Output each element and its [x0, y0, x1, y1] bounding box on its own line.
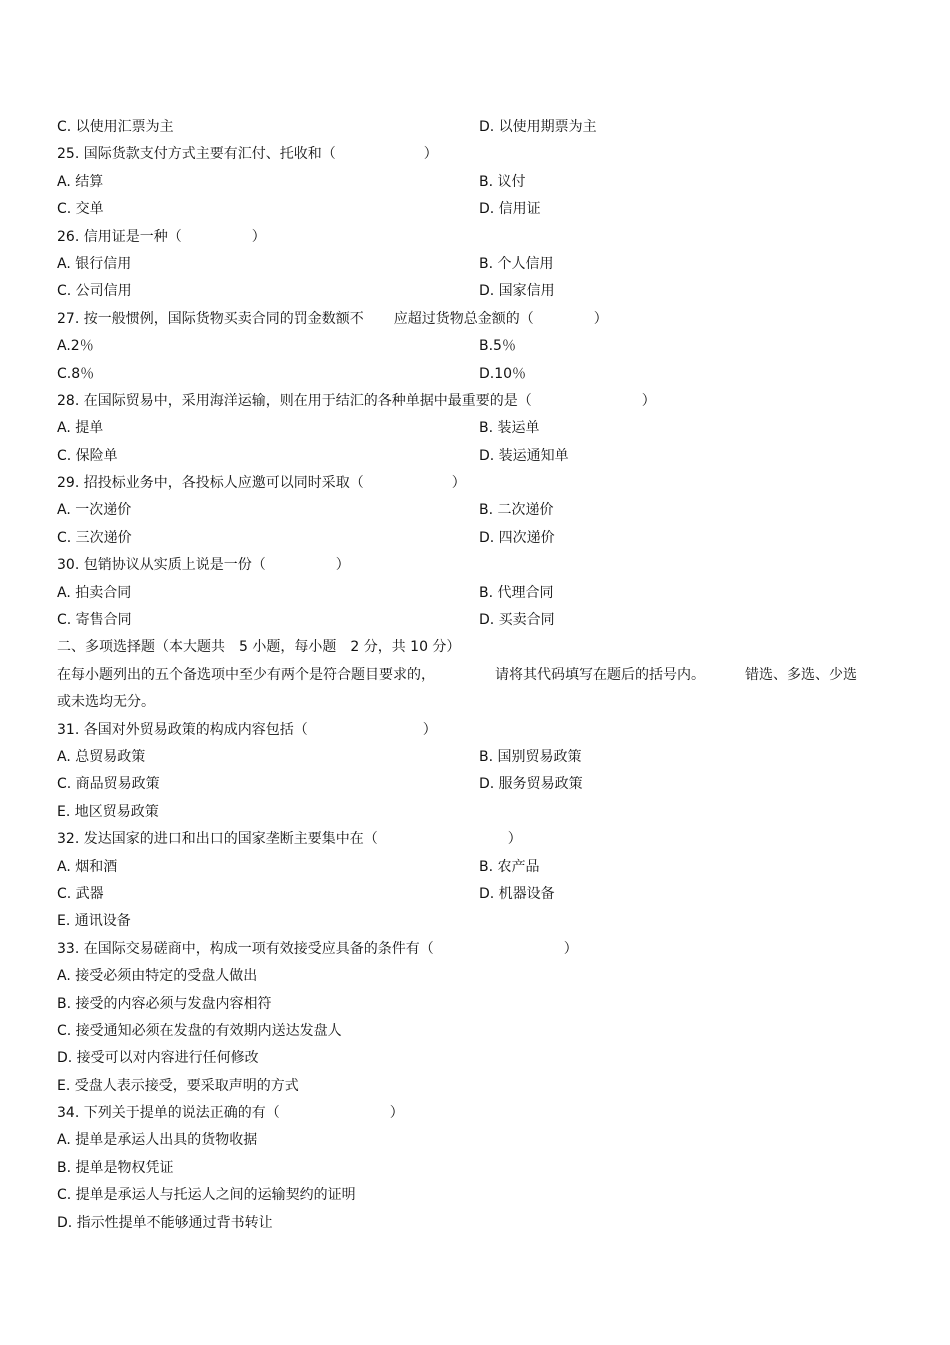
- option-row: D. 接受可以对内容进行任何修改: [57, 1050, 259, 1067]
- question-30: 30. 包销协议从实质上说是一份（ ）: [57, 557, 350, 574]
- question-31: 31. 各国对外贸易政策的构成内容包括（ ）: [57, 721, 437, 738]
- question-25: 25. 国际货款支付方式主要有汇付、托收和（ ）: [57, 146, 438, 163]
- option-row: A.2％ B.5％: [57, 338, 516, 355]
- option-row: E. 受盘人表示接受，要采取声明的方式: [57, 1077, 299, 1094]
- option-row: C.8％ D.10％: [57, 365, 527, 382]
- option-row: C. 武器 D. 机器设备: [57, 885, 555, 902]
- question-32: 32. 发达国家的进口和出口的国家垄断主要集中在（ ）: [57, 831, 522, 848]
- question-34: 34. 下列关于提单的说法正确的有（ ）: [57, 1105, 404, 1122]
- option-row: A. 拍卖合同 B. 代理合同: [57, 584, 554, 601]
- option-row: A. 提单是承运人出具的货物收据: [57, 1132, 258, 1149]
- option-row: B. 接受的内容必须与发盘内容相符: [57, 995, 272, 1012]
- option-row: A. 接受必须由特定的受盘人做出: [57, 968, 258, 985]
- option-row: A. 结算 B. 议付: [57, 173, 526, 190]
- option-row: B. 提单是物权凭证: [57, 1159, 174, 1176]
- option-row: A. 一次递价 B. 二次递价: [57, 502, 554, 519]
- question-29: 29. 招投标业务中，各投标人应邀可以同时采取（ ）: [57, 475, 466, 492]
- exam-page: [57, 114, 897, 1237]
- option-row: C. 接受通知必须在发盘的有效期内送达发盘人: [57, 1022, 342, 1039]
- option-row: A. 烟和酒 B. 农产品: [57, 858, 540, 875]
- question-33: 33. 在国际交易磋商中，构成一项有效接受应具备的条件有（ ）: [57, 940, 578, 957]
- option-row: C. 三次递价 D. 四次递价: [57, 529, 555, 546]
- option-row: E. 通讯设备: [57, 913, 131, 930]
- option-row: A. 提单 B. 装运单: [57, 420, 540, 437]
- option-row: C. 提单是承运人与托运人之间的运输契约的证明: [57, 1187, 356, 1204]
- option-row: C. 交单 D. 信用证: [57, 201, 541, 218]
- question-27: 27. 按一般惯例，国际货物买卖合同的罚金数额不 应超过货物总金额的（ ）: [57, 310, 608, 327]
- option: D. 以使用期票为主: [479, 119, 597, 135]
- option-row: E. 地区贸易政策: [57, 803, 159, 820]
- option-row: C. 保险单 D. 装运通知单: [57, 447, 569, 464]
- option-row: A. 总贸易政策 B. 国别贸易政策: [57, 749, 582, 766]
- section-instructions: 在每小题列出的五个备选项中至少有两个是符合题目要求的， 请将其代码填写在题后的括号内。 错选、多选、少选 或未选均无分。: [57, 666, 857, 711]
- option-row: A. 银行信用 B. 个人信用: [57, 255, 554, 272]
- option-row: C. 寄售合同 D. 买卖合同: [57, 612, 555, 629]
- option-row: C. 公司信用 D. 国家信用: [57, 283, 555, 300]
- question-28: 28. 在国际贸易中，采用海洋运输，则在用于结汇的各种单据中最重要的是（ ）: [57, 392, 656, 409]
- option-row: [57, 114, 897, 141]
- section-heading: 二、多项选择题（本大题共 5 小题，每小题 2 分，共 10 分）: [57, 639, 461, 656]
- question-26: 26. 信用证是一种（ ）: [57, 228, 266, 245]
- option: C. 以使用汇票为主: [57, 119, 174, 135]
- option-row: C. 商品贸易政策 D. 服务贸易政策: [57, 776, 583, 793]
- option-row: D. 指示性提单不能够通过背书转让: [57, 1214, 273, 1231]
